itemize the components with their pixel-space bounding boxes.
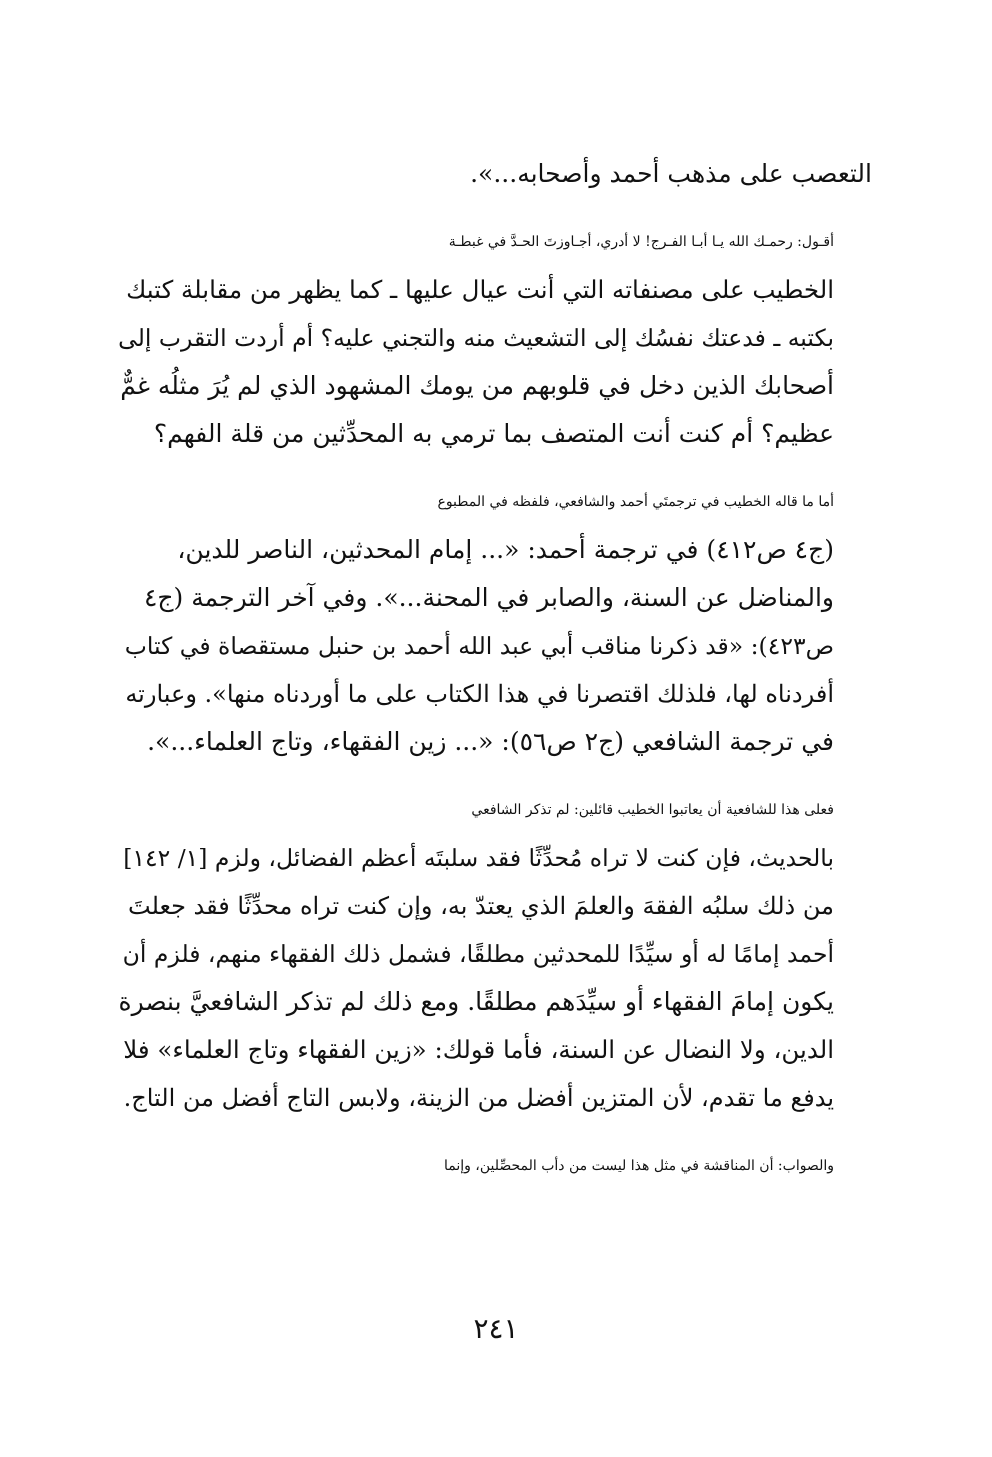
text-line: عظيم؟ أم كنت أنت المتصف بما ترمي به المحدِّثين من قلة الفهم؟	[153, 419, 834, 448]
text-line: أصحابك الذين دخل في قلوبهم من يومك المشهود الذي لم يُرَ مثلُه غمٌّ	[120, 371, 834, 400]
page-number: ٢٤١	[473, 1312, 519, 1345]
paragraph-continuation	[116, 150, 872, 198]
text-line: في ترجمة الشافعي (ج٢ ص٥٦): «... زين الفقهاء، وتاج العلماء...».	[147, 727, 834, 756]
text-line: الدين، ولا النضال عن السنة، فأما قولك: «زين الفقهاء وتاج العلماء» فلا	[123, 1035, 834, 1064]
paragraph-aqul	[116, 218, 872, 458]
text-line: التعصب على مذهب أحمد وأصحابه...».	[470, 159, 872, 188]
text-line: بكتبه ـ فدعتك نفسُك إلى التشعيث منه والتجني عليه؟ أم أردت التقرب إلى	[118, 324, 834, 352]
text-line: الخطيب على مصنفاته التي أنت عيال عليها ـ كما يظهر من مقابلة كتبك	[126, 275, 834, 304]
paragraph-sawab	[116, 1142, 872, 1190]
text-line: أقـول: رحمـك الله يـا أبـا الفـرج! لا أدري، أجـاوزتَ الحـدَّ في غبطـة	[448, 234, 834, 250]
text-line: ص٤٢٣): «قد ذكرنا مناقب أبي عبد الله أحمد بن حنبل مستقصاة في كتاب	[124, 632, 834, 660]
text-line: بالحديث، فإن كنت لا تراه مُحدِّثًا فقد سلبتَه أعظم الفضائل، ولزم [١/ ١٤٢]	[123, 844, 834, 872]
paragraph-shafiiya	[116, 786, 872, 1122]
page-body	[116, 150, 872, 1210]
text-line: فعلى هذا للشافعية أن يعاتبوا الخطيب قائلين: لم تذكر الشافعي	[471, 802, 834, 818]
text-line: (ج٤ ص٤١٢) في ترجمة أحمد: «... إمام المحدثين، الناصر للدين،	[177, 535, 834, 564]
text-line: والصواب: أن المناقشة في مثل هذا ليست من دأب المحصِّلين، وإنما	[443, 1158, 834, 1174]
text-line: والمناضل عن السنة، والصابر في المحنة...». وفي آخر الترجمة (ج٤	[143, 583, 834, 612]
text-line: أما ما قاله الخطيب في ترجمتَي أحمد والشافعي، فلفظه في المطبوع	[437, 494, 834, 510]
text-line: يكون إمامَ الفقهاء أو سيِّدَهم مطلقًا. ومع ذلك لم تذكر الشافعيَّ بنصرة	[118, 987, 834, 1016]
text-line: يدفع ما تقدم، لأن المتزين أفضل من الزينة، ولابس التاج أفضل من التاج.	[123, 1084, 834, 1112]
text-line: أحمد إمامًا له أو سيِّدًا للمحدثين مطلقًا، فشمل ذلك الفقهاء منهم، فلزم أن	[122, 940, 834, 968]
text-line: أفردناه لها، فلذلك اقتصرنا في هذا الكتاب على ما أوردناه منها». وعبارته	[125, 680, 834, 708]
paragraph-khatib-quote	[116, 478, 872, 766]
text-line: من ذلك سلبُه الفقهَ والعلمَ الذي يعتدّ به، وإن كنت تراه محدِّثًا فقد جعلتَ	[128, 892, 834, 920]
